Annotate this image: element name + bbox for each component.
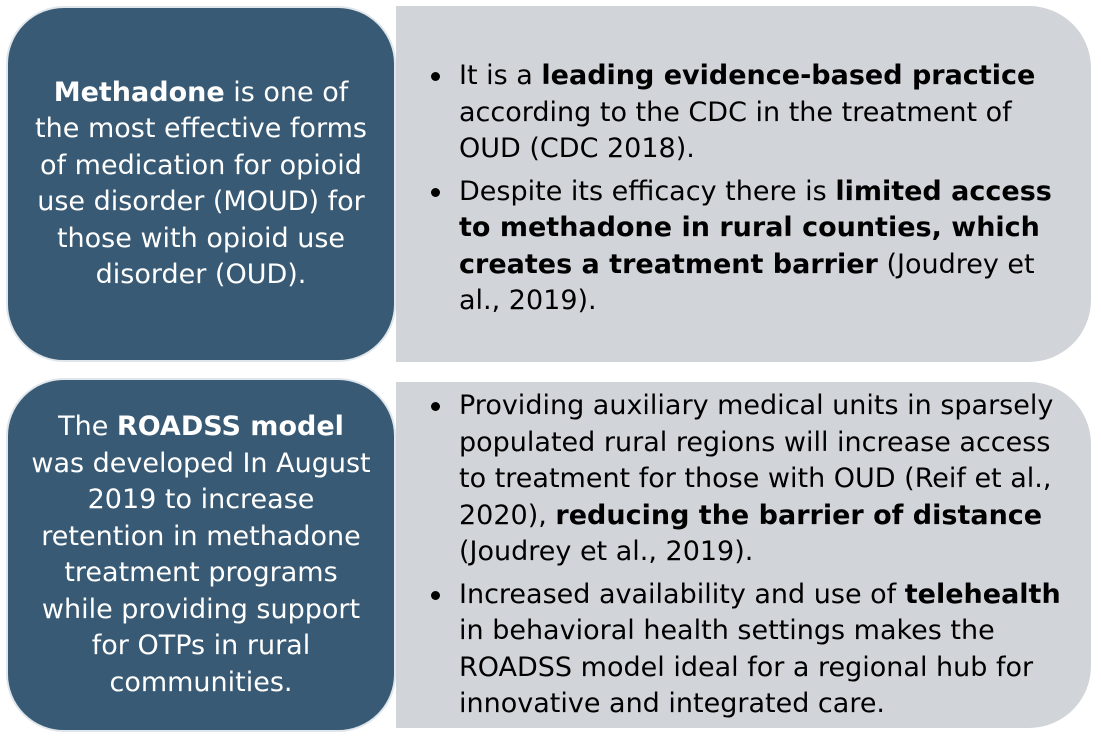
- bullet-item-auxiliary-units: [428, 388, 1071, 571]
- bullet-text: Increased availability and use of: [459, 578, 905, 610]
- bullet-text: in behavioral health settings makes the ROADSS model ideal for a regional hub for innovative and integrated care.: [459, 615, 1034, 719]
- bullet-item-limited-access: [428, 174, 1071, 320]
- roadss-summary-text: [30, 409, 372, 701]
- bullet-dot-icon: [431, 72, 440, 81]
- bullet-bold-text: reducing the barrier of distance: [555, 499, 1043, 531]
- roadss-summary-pre: The: [58, 411, 117, 442]
- methadone-details-box: [396, 6, 1091, 362]
- roadss-summary-box: [6, 378, 396, 732]
- methadone-summary-text: [30, 75, 372, 294]
- bullet-text: (Joudrey et al., 2019).: [459, 536, 754, 567]
- bullet-item-telehealth: [428, 577, 1071, 723]
- bullet-text: Providing auxiliary medical units in sparsely populated rural regions will increase access to treatment for those with OUD (Reif et al., 2020),: [459, 390, 1054, 531]
- bullet-item-evidence-based: [428, 58, 1071, 168]
- bullet-text: Despite its efficacy there is: [459, 175, 836, 207]
- methadone-bullet-list: [428, 58, 1071, 320]
- bullet-dot-icon: [431, 188, 440, 197]
- methadone-summary-box: [6, 6, 396, 362]
- bullet-text: It is a: [459, 60, 542, 91]
- bullet-text: (Joudrey et al., 2019).: [459, 248, 1035, 316]
- bullet-bold-text: leading evidence-based practice: [541, 60, 1036, 91]
- methadone-summary-body: is one of the most effective forms of medication for opioid use disorder (MOUD) for those with opioid use disorder (OUD).: [35, 76, 367, 290]
- roadss-summary-body: was developed In August 2019 to increase retention in methadone treatment programs while providing support for OTPs in rural communities.: [31, 447, 371, 698]
- methadone-term: Methadone: [53, 76, 225, 108]
- roadss-details-box: [396, 382, 1091, 728]
- bullet-text: according to the CDC in the treatment of OUD (CDC 2018).: [459, 96, 1012, 164]
- bullet-bold-text: limited access to methadone in rural counties, which creates a treatment barrier: [459, 175, 1052, 280]
- roadss-bullet-list: [428, 388, 1071, 723]
- bullet-bold-text: telehealth: [904, 578, 1061, 610]
- roadss-model-term: ROADSS model: [116, 411, 344, 442]
- bullet-dot-icon: [431, 591, 440, 600]
- bullet-dot-icon: [431, 402, 440, 411]
